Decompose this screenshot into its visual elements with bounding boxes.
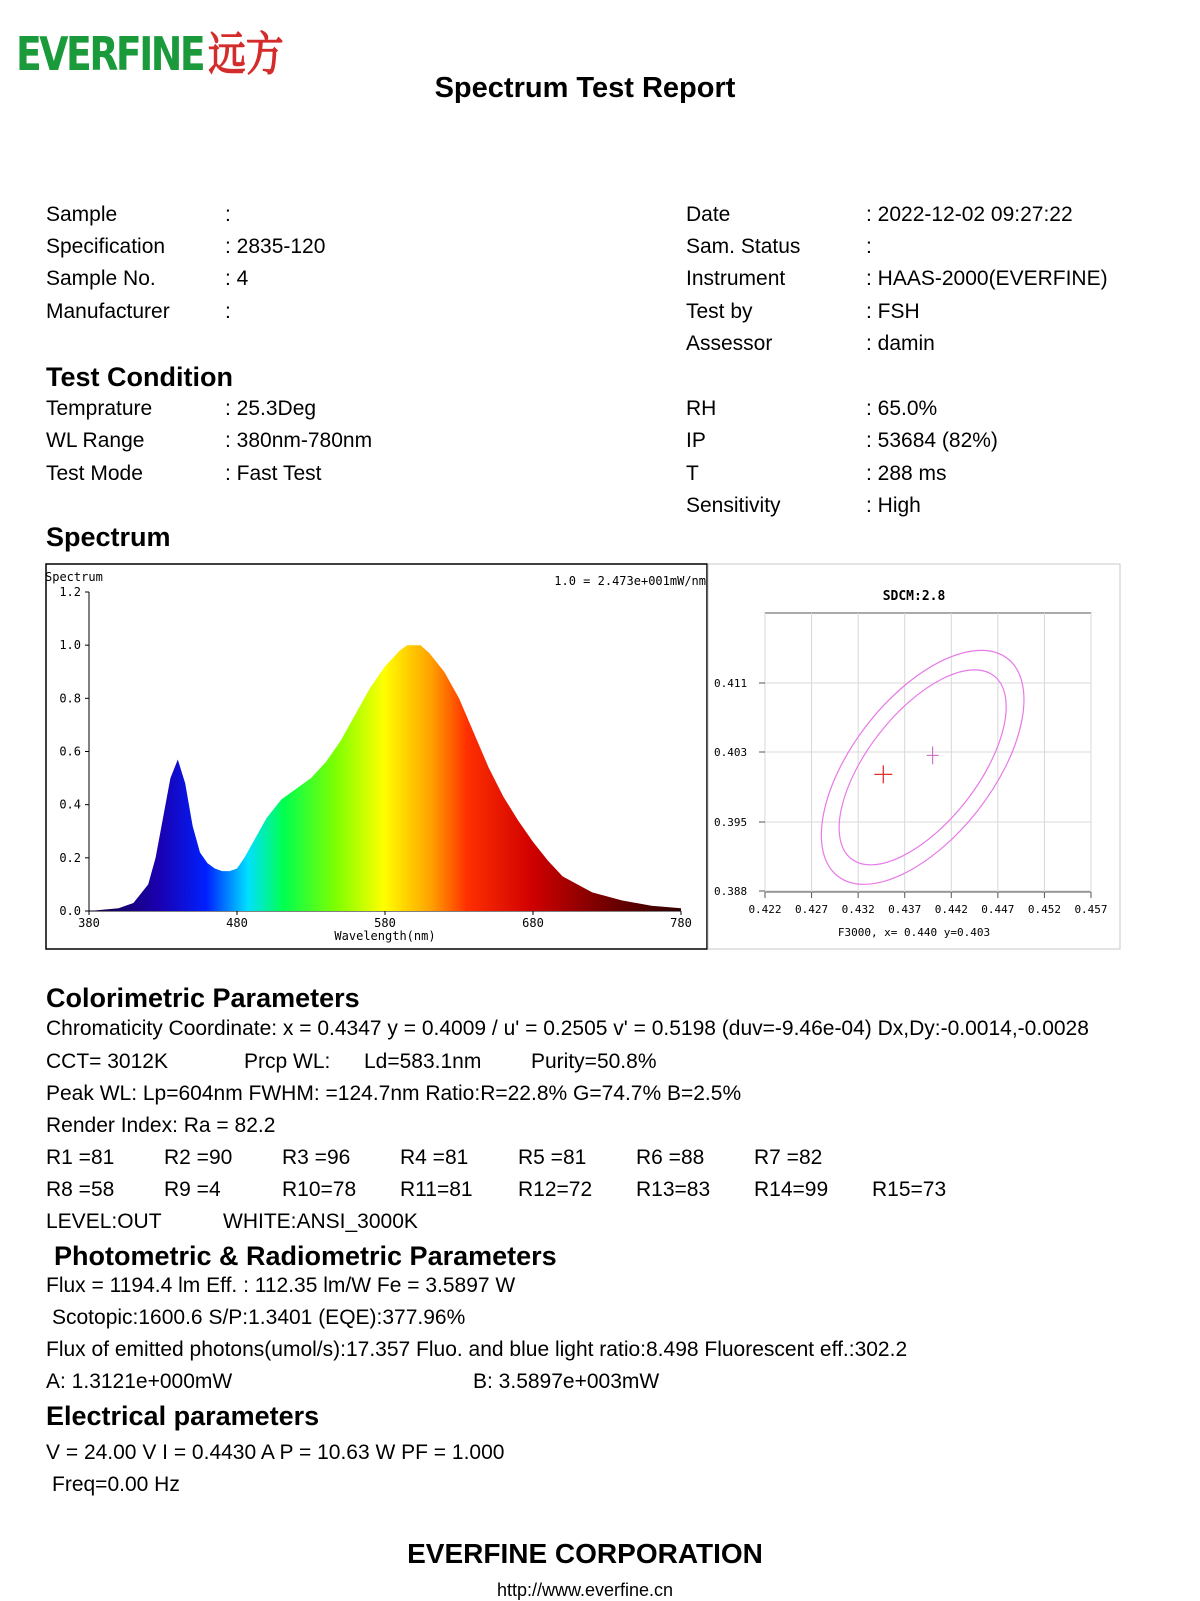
info-label: Test Mode <box>46 461 143 485</box>
electrical-line: V = 24.00 V I = 0.4430 A P = 10.63 W PF = 1.000 <box>46 1441 505 1464</box>
sdcm-xtick-label: 0.437 <box>888 903 922 916</box>
render-index-item: R14=99 <box>754 1178 829 1201</box>
sdcm-xtick-label: 0.432 <box>841 903 875 916</box>
spectrum-ytick-label: 0.2 <box>59 850 81 865</box>
info-label: IP <box>686 429 706 453</box>
info-label: RH <box>686 397 717 420</box>
spectrum-xlabel: Wavelength(nm) <box>334 929 436 943</box>
render-index-item: R10=78 <box>282 1178 357 1201</box>
spectrum-xtick-label: 380 <box>78 916 100 930</box>
info-label: Sample <box>46 203 118 226</box>
info-label: Sam. Status <box>686 235 801 259</box>
cct-value: CCT= 3012K <box>46 1050 168 1073</box>
colorimetric-heading: Colorimetric Parameters <box>46 983 360 1013</box>
spectrum-xtick-label: 680 <box>522 916 544 930</box>
sdcm-ytick-label: 0.388 <box>714 885 748 898</box>
sdcm-ytick-label: 0.403 <box>714 746 748 759</box>
render-index-item: R15=73 <box>872 1178 947 1201</box>
render-index-item: R4 =81 <box>400 1146 469 1169</box>
spectrum-heading: Spectrum <box>46 522 171 552</box>
sdcm-xtick-label: 0.457 <box>1074 903 1108 916</box>
footer-company: EVERFINE CORPORATION <box>407 1538 763 1569</box>
spectrum-xtick-label: 480 <box>226 916 248 930</box>
render-index-item: R7 =82 <box>754 1146 823 1169</box>
info-label: Instrument <box>686 267 786 291</box>
info-label: WL Range <box>46 429 145 453</box>
info-value: : 65.0% <box>866 397 938 420</box>
purity-value: Purity=50.8% <box>531 1050 657 1073</box>
b-value: B: 3.5897e+003mW <box>473 1370 660 1393</box>
photometric-heading: Photometric & Radiometric Parameters <box>54 1241 557 1271</box>
sdcm-xtick-label: 0.447 <box>981 903 1015 916</box>
info-value: : 2022-12-02 09:27:22 <box>866 203 1073 226</box>
info-value: : <box>866 235 872 259</box>
sdcm-chart <box>708 564 1120 949</box>
render-index-item: R13=83 <box>636 1178 711 1201</box>
render-index-item: R11=81 <box>400 1178 473 1201</box>
sdcm-xtick-label: 0.422 <box>748 903 782 916</box>
spectrum-scale-annotation: 1.0 = 2.473e+001mW/nm <box>554 574 706 588</box>
render-index-item: R6 =88 <box>636 1146 705 1169</box>
flux-line: Flux = 1194.4 lm Eff. : 112.35 lm/W Fe = 3.5897 W <box>46 1274 516 1297</box>
a-value: A: 1.3121e+000mW <box>46 1370 233 1393</box>
electrical-heading: Electrical parameters <box>46 1401 320 1431</box>
info-value: : <box>225 203 231 226</box>
info-label: Manufacturer <box>46 299 170 323</box>
info-value: : 380nm-780nm <box>225 429 373 453</box>
render-index-item: R3 =96 <box>282 1146 351 1169</box>
sdcm-xtick-label: 0.427 <box>795 903 829 916</box>
info-label: T <box>686 461 699 485</box>
footer-url[interactable]: http://www.everfine.cn <box>496 1580 674 1600</box>
render-index-item: R9 =4 <box>164 1178 221 1201</box>
info-value: : <box>225 299 231 323</box>
info-label: Assessor <box>686 331 773 355</box>
spectrum-ytick-label: 0.4 <box>59 797 81 812</box>
logo-brand: EVERFINE <box>16 27 204 81</box>
spectrum-ytick-label: 1.2 <box>59 585 81 599</box>
info-label: Specification <box>46 235 166 259</box>
level-value: LEVEL:OUT <box>46 1210 162 1233</box>
spectrum-xtick-label: 780 <box>670 916 692 930</box>
ld-value: Ld=583.1nm <box>364 1050 482 1073</box>
render-index-item: R2 =90 <box>164 1146 233 1169</box>
spectrum-xtick-label: 580 <box>374 916 396 930</box>
info-value: : High <box>866 493 921 517</box>
info-label: Date <box>686 203 731 226</box>
photons-line: Flux of emitted photons(umol/s):17.357 Fluo. and blue light ratio:8.498 Fluorescent eff.:302.2 <box>46 1338 908 1361</box>
spectrum-chart <box>45 564 707 949</box>
info-value: : 288 ms <box>866 461 947 485</box>
info-value: : damin <box>866 331 935 355</box>
render-index-item: R1 =81 <box>46 1146 115 1169</box>
sdcm-xtick-label: 0.442 <box>934 903 968 916</box>
info-value: : 4 <box>225 267 249 291</box>
render-index-item: R12=72 <box>518 1178 593 1201</box>
render-index-item: R5 =81 <box>518 1146 587 1169</box>
frequency-line: Freq=0.00 Hz <box>52 1473 180 1496</box>
chromaticity-line: Chromaticity Coordinate: x = 0.4347 y = 0.4009 / u' = 0.2505 v' = 0.5198 (duv=-9.46e-04) Dx,Dy:-0.0014,-0.0028 <box>46 1017 1089 1040</box>
white-value: WHITE:ANSI_3000K <box>223 1210 418 1233</box>
logo-chinese: 远方 <box>208 27 284 81</box>
spectrum-ytick-label: 0.0 <box>59 904 81 918</box>
report-title: Spectrum Test Report <box>434 72 736 104</box>
info-value: : FSH <box>866 299 920 323</box>
info-value: : 2835-120 <box>225 235 326 259</box>
sdcm-xtick-label: 0.452 <box>1027 903 1061 916</box>
sdcm-ytick-label: 0.395 <box>714 816 748 829</box>
info-value: : 53684 (82%) <box>866 429 998 453</box>
spectrum-chart-title: Spectrum <box>45 570 103 584</box>
info-value: : Fast Test <box>225 461 322 485</box>
info-label: Test by <box>686 299 753 323</box>
render-index: Render Index: Ra = 82.2 <box>46 1114 276 1137</box>
info-label: Temprature <box>46 397 153 420</box>
scotopic-line: Scotopic:1600.6 S/P:1.3401 (EQE):377.96% <box>52 1306 466 1329</box>
spectrum-ytick-label: 0.6 <box>59 744 81 759</box>
sdcm-title: SDCM:2.8 <box>882 589 946 604</box>
info-label: Sensitivity <box>686 493 781 517</box>
spectrum-ytick-label: 0.8 <box>59 691 81 706</box>
info-value: : HAAS-2000(EVERFINE) <box>866 267 1108 291</box>
test-condition-heading: Test Condition <box>46 362 233 392</box>
sdcm-ytick-label: 0.411 <box>714 677 748 690</box>
spectrum-ytick-label: 1.0 <box>59 638 81 653</box>
peak-line: Peak WL: Lp=604nm FWHM: =124.7nm Ratio:R=22.8% G=74.7% B=2.5% <box>46 1082 742 1105</box>
render-index-item: R8 =58 <box>46 1178 115 1201</box>
info-label: Sample No. <box>46 267 156 291</box>
prcp-label: Prcp WL: <box>244 1050 331 1073</box>
sdcm-caption: F3000, x= 0.440 y=0.403 <box>837 926 991 939</box>
info-value: : 25.3Deg <box>225 397 317 420</box>
